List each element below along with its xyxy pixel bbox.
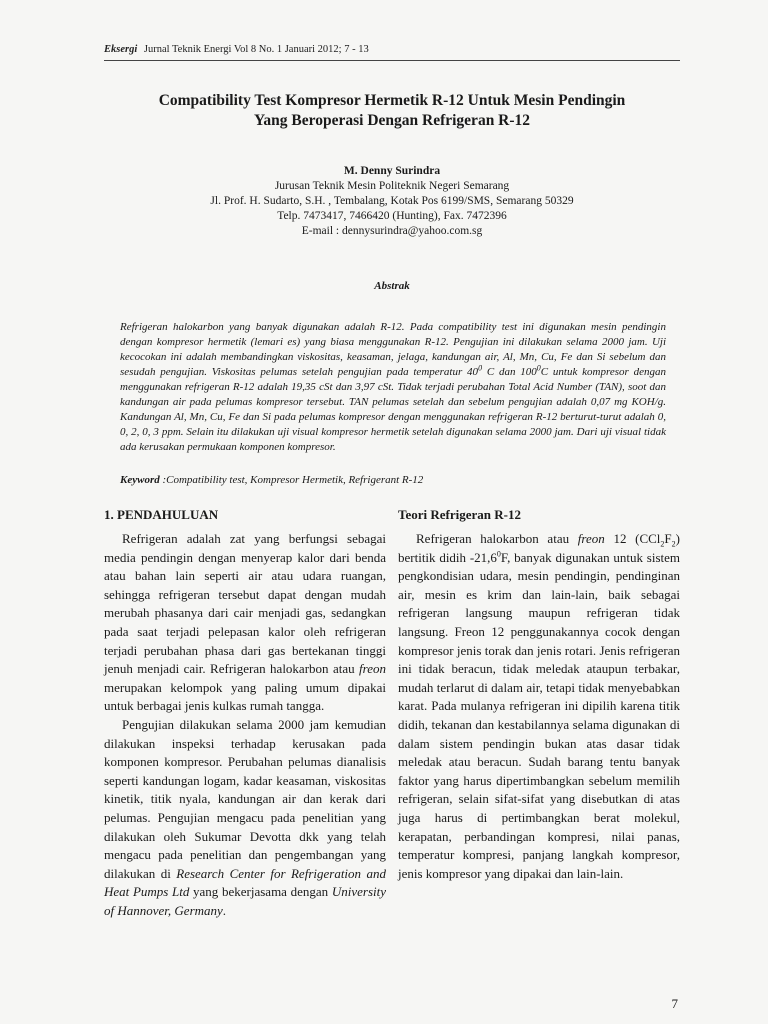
text-run-italic: freon [577,531,605,546]
left-column [104,506,386,920]
article-title [104,91,680,131]
author-affiliation: Jurusan Teknik Mesin Politeknik Negeri Semarang [274,180,510,192]
keywords [120,474,666,486]
abstract-superscript: 0 [536,363,541,373]
text-run: F [664,531,672,546]
journal-brand: Eksergi [104,44,138,55]
author-phone: Telp. 7473417, 7466420 (Hunting), Fax. 7472396 [277,210,507,222]
article-title-line-2: Yang Beroperasi Dengan Refrigeran R-12 [253,112,531,129]
author-name: M. Denny Surindra [343,165,441,177]
author-block [104,164,680,239]
text-run: F, banyak digunakan untuk sistem pengkondisian udara, mesin pendingin, pendinginan air, mesin es krim dan lain-lain, baik sebagai refrigeran langsung maupun refrigeran tidak langsung. Freon 12 penggunakannya cocok dengan kompresor jenis torak dan jenis rotari. Jenis refrigeran ini tidak beracun, tidak meledak ataupun terbakar, mudah terlarut di dalam air, tetapi tidak menyebabkan karat. Pada mulanya refrigeran ini dipilih karena titik didih, tekanan dan kestabilannya selama digunakan di dalam sistem pendingin bukan atas dasar tidak meledak atau beracun. Sudah barang tentu banyak faktor yang harus dipertimbangkan sebelum memilih refrigeran, selain sifat-sifat yang disebutkan di atas juga harus di pertimbangkan berat molekul, kerapatan, perbandingan kompresi, nilai panas, temperatur kompresi, panjang langkah kompresor, jenis kompresor yang dipakai dan lain-lain. [398,549,681,881]
abstract-superscript: 0 [478,363,483,373]
abstract-heading: Abstrak [374,280,410,292]
right-column [398,506,680,883]
text-run-italic: University of Hannover, Germany [104,884,386,918]
text-run: Refrigeran halokarbon atau [416,531,578,546]
text-run: yang bekerjasama dengan [189,884,332,900]
text-run: Refrigeran adalah zat yang berfungsi sebagai media pendingin dengan menyerap kalor dari benda atau bahan lain seperti air atau udara ruangan, sehingga refrigeran tersebut dapat dengan mudah merubah phasanya dari cair menjadi gas, sedangkan pada saat terjadi pelepasan kalor oleh refrigeran terjadi perubahan phasa dari gas bertekanan tinggi jenuh menjadi cair. Refrigeran halokarbon atau [104,531,386,677]
keywords-label: Keyword [120,474,160,486]
paragraph [104,530,386,716]
author-email: E-mail : dennysurindra@yahoo.com.sg [301,225,483,237]
text-run: ) bertitik didih -21,6 [398,531,680,565]
abstract-part: Refrigeran halokarbon yang banyak digunakan adalah R-12. Pada compatibility test ini digunakan mesin pendingin dengan kompresor hermetik (lemari es) yang biasa menggunakan R-12. Pengujian ini dilakukan selama 2000 jam. Uji kecocokan ini adalah membandingkan viskositas, keasaman, jelaga, kandungan air, Al, Mn, Cu, Fe dan Si sebelum dan sesudah pengujian. Viskositas pelumas setelah pengujian pada temperatur 40 [120,321,666,378]
section-heading-pendahuluan: 1. PENDAHULUAN [104,507,219,522]
page-number: 7 [671,996,678,1011]
text-run: Pengujian dilakukan selama 2000 jam kemudian dilakukan inspeksi terhadap kerusakan pada komponen kompresor. Perubahan pelumas dianalisis seperti kandungan logam, kadar keasaman, viskositas kinetik, titik nyala, kandungan air dan kerak dari pelumas. Pengujian mengacu pada penelitian yang dilakukan oleh Sukumar Devotta dkk yang telah mengacu pada penelitian dan pengembangan yang dilakukan di [104,716,386,881]
text-run-italic: freon [359,661,386,677]
subscript: 2 [660,539,665,549]
author-address: Jl. Prof. H. Sudarto, S.H. , Tembalang, Kotak Pos 6199/SMS, Semarang 50329 [210,195,574,207]
article-title-line-1: Compatibility Test Kompresor Hermetik R-12 Untuk Mesin Pendingin [158,92,626,109]
paragraph [398,530,680,883]
text-run: merupakan kelompok yang paling umum dipakai untuk berbagai jenis kulkas rumah tangga. [104,679,386,714]
header-divider [104,60,680,61]
text-run-italic: Research Center for Refrigeration and Heat Pumps Ltd [104,865,386,900]
abstract-part: C dan 100 [482,366,537,378]
subscript: 2 [671,539,676,549]
journal-citation: Jurnal Teknik Energi Vol 8 No. 1 Januari 2012; 7 - 13 [143,44,369,55]
abstract-text [120,320,666,455]
text-run: . [222,902,227,918]
section-heading-teori: Teori Refrigeran R-12 [398,507,521,522]
superscript: 0 [496,549,501,559]
paragraph [104,716,386,921]
abstract-part: C untuk kompresor dengan menggunakan refrigeran R-12 adalah 19,35 cSt dan 3,97 cSt. Tidak terjadi perubahan Total Acid Number (TAN), soot dan kandungan air pada pelumas kompresor tersebut. TAN pelumas setelah dan sebelum pengujian adalah 0,07 mg KOH/g. Kandungan Al, Mn, Cu, Fe dan Si pada pelumas kompresor dengan menggunakan refrigeran R-12 berturut-turut adalah 0, 0, 2, 0, 3 ppm. Selain itu dilakukan uji visual kompresor hermetik setelah digunakan selama 2000 jam. Dari uji visual tidak ada kerusakan permukaan komponen kompresor. [120,366,666,453]
running-header [104,44,369,55]
text-run: 12 (CCl [604,531,661,546]
keywords-text: :Compatibility test, Kompresor Hermetik, Refrigerant R-12 [159,474,424,486]
